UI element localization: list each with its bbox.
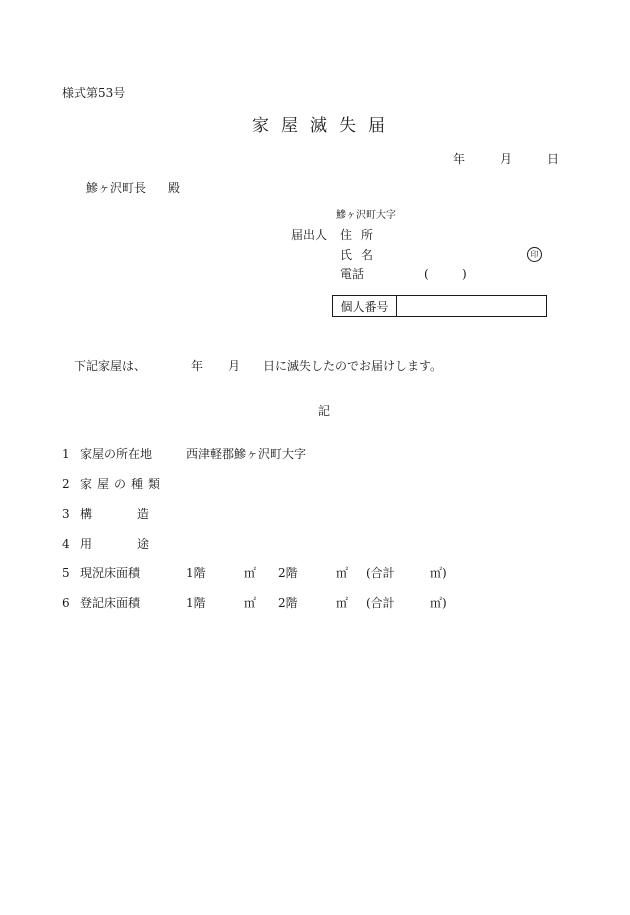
location-value: 西津軽郡鰺ヶ沢町大字 xyxy=(186,447,307,461)
item-label-structure-a: 構 xyxy=(80,507,93,521)
unit-sqm: ㎡ xyxy=(244,566,257,580)
phone-label: 電話 xyxy=(340,267,365,281)
my-number-field[interactable] xyxy=(397,296,546,316)
date-month-label: 月 xyxy=(500,152,513,166)
item-label-registered-area: 登記床面積 xyxy=(80,596,141,610)
item-label-location: 家屋の所在地 xyxy=(80,447,153,461)
unit-sqm-close: ㎡) xyxy=(430,566,447,580)
floor1-label: 1階 xyxy=(186,596,206,610)
item-number: 2 xyxy=(62,477,70,491)
address-label: 住所 xyxy=(340,228,383,242)
floor2-label: 2階 xyxy=(278,596,298,610)
addressee-name: 鰺ヶ沢町長 xyxy=(86,181,147,195)
intro-text-end: 日に滅失したのでお届けします。 xyxy=(263,359,443,373)
floor1-label: 1階 xyxy=(186,566,206,580)
seal-mark-icon: 印 xyxy=(527,247,542,262)
intro-text-start: 下記家屋は、 xyxy=(74,359,147,373)
total-label: (合計 xyxy=(366,566,395,580)
item-number: 3 xyxy=(62,507,70,521)
date-year-label: 年 xyxy=(453,152,466,166)
unit-sqm: ㎡ xyxy=(244,596,257,610)
form-number: 様式第53号 xyxy=(62,86,126,100)
floor2-label: 2階 xyxy=(278,566,298,580)
unit-sqm: ㎡ xyxy=(336,596,349,610)
phone-paren-close: ) xyxy=(462,267,467,281)
my-number-label: 個人番号 xyxy=(333,296,397,316)
phone-paren-open: ( xyxy=(424,267,429,281)
item-label-use-b: 途 xyxy=(137,537,150,551)
item-label-type: 家屋の種類 xyxy=(80,477,166,491)
page-title: 家屋滅失届 xyxy=(252,116,397,136)
total-label: (合計 xyxy=(366,596,395,610)
unit-sqm: ㎡ xyxy=(336,566,349,580)
ki-heading: 記 xyxy=(318,404,331,418)
intro-month-label: 月 xyxy=(228,359,241,373)
my-number-box xyxy=(332,295,547,317)
intro-year-label: 年 xyxy=(191,359,204,373)
date-day-label: 日 xyxy=(547,152,560,166)
item-number: 1 xyxy=(62,447,70,461)
item-label-current-area: 現況床面積 xyxy=(80,566,141,580)
name-label: 氏名 xyxy=(340,248,383,262)
item-number: 4 xyxy=(62,537,70,551)
address-prefix: 鰺ヶ沢町大字 xyxy=(336,210,396,221)
addressee-suffix: 殿 xyxy=(168,181,181,195)
unit-sqm-close: ㎡) xyxy=(430,596,447,610)
item-number: 5 xyxy=(62,566,70,580)
item-number: 6 xyxy=(62,596,70,610)
item-label-structure-b: 造 xyxy=(137,507,150,521)
filer-label: 届出人 xyxy=(291,228,328,242)
item-label-use-a: 用 xyxy=(80,537,93,551)
